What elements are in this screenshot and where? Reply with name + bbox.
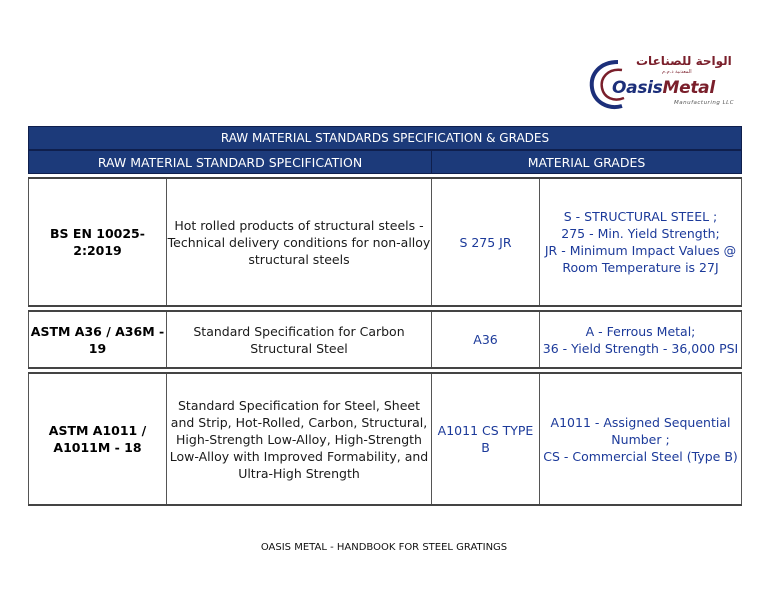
explanation-line: JR - Minimum Impact Values @ Room Temperature is 27J	[544, 243, 737, 275]
logo-wordmark	[612, 78, 715, 98]
company-logo	[588, 52, 738, 114]
explanation-line: 275 - Min. Yield Strength;	[561, 226, 720, 241]
description-cell: Standard Specification for Carbon Structural Steel	[167, 311, 432, 368]
description-cell: Standard Specification for Steel, Sheet and Strip, Hot-Rolled, Carbon, Structural, High-Strength Low-Alloy, High-Strength Low-Alloy with Improved Formability, and Ultra-High Strength	[167, 373, 432, 505]
column-header-specification: RAW MATERIAL STANDARD SPECIFICATION	[29, 150, 432, 174]
column-header-grades: MATERIAL GRADES	[432, 150, 742, 174]
table-row	[29, 178, 742, 306]
explanation-line: S - STRUCTURAL STEEL ;	[563, 209, 718, 224]
grade-cell: A36	[432, 311, 540, 368]
table-title: RAW MATERIAL STANDARDS SPECIFICATION & GRADES	[29, 127, 742, 151]
logo-arabic-name: الواحة للصناعات	[636, 54, 732, 68]
explanation-line: 36 - Yield Strength - 36,000 PSI	[542, 340, 739, 356]
table-row	[29, 373, 742, 505]
standard-cell: ASTM A1011 / A1011M - 18	[29, 373, 167, 505]
grade-explanation-cell	[540, 311, 742, 368]
logo-arabic-subtitle: المعدنية ذ.م.م	[662, 69, 692, 75]
explanation-line: A1011 - Assigned Sequential Number ;	[550, 414, 731, 447]
table-title-row	[29, 127, 742, 151]
standards-table	[28, 126, 742, 506]
description-cell: Hot rolled products of structural steels - Technical delivery conditions for non-alloy structural steels	[167, 178, 432, 306]
standard-cell: ASTM A36 / A36M - 19	[29, 311, 167, 368]
grade-explanation-cell	[540, 178, 742, 306]
standard-cell: BS EN 10025-2:2019	[29, 178, 167, 306]
page-footer: OASIS METAL - HANDBOOK FOR STEEL GRATINGS	[260, 542, 508, 553]
logo-tagline: Manufacturing LLC	[674, 100, 735, 106]
grade-cell: S 275 JR	[432, 178, 540, 306]
table-row	[29, 311, 742, 368]
explanation-line: A - Ferrous Metal;	[585, 323, 696, 339]
logo-word-oasis: Oasis	[612, 78, 663, 98]
column-header-row	[29, 150, 742, 174]
grade-cell: A1011 CS TYPE B	[432, 373, 540, 505]
logo-word-metal: Metal	[662, 78, 715, 98]
explanation-line: CS - Commercial Steel (Type B)	[543, 448, 738, 464]
grade-explanation-cell	[540, 373, 742, 505]
